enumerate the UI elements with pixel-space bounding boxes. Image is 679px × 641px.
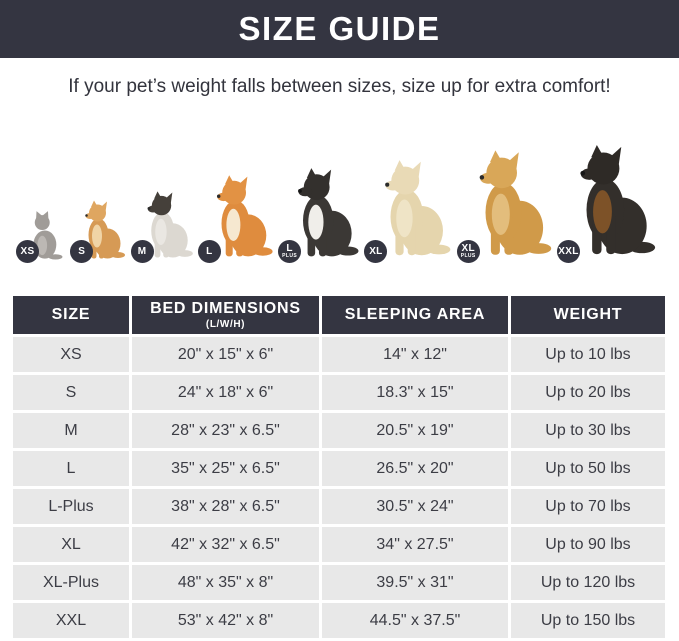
pet-lplus-border-collie — [284, 162, 360, 264]
badge-label: XL — [369, 245, 383, 257]
cell-bed: 38" x 28" x 6.5" — [132, 489, 319, 524]
badge-label: L — [286, 242, 293, 254]
cell-bed: 28" x 23" x 6.5" — [132, 413, 319, 448]
cell-area: 14" x 12" — [322, 337, 508, 372]
cell-bed: 53" x 42" x 8" — [132, 603, 319, 638]
cell-area: 39.5" x 31" — [322, 565, 508, 600]
pet-l-shiba-inu — [204, 169, 274, 264]
column-header-weight — [511, 296, 665, 334]
cell-area: 18.3" x 15" — [322, 375, 508, 410]
header-sublabel: (L/W/H) — [205, 319, 246, 330]
size-badge-m — [131, 240, 154, 263]
cell-size: M — [13, 413, 129, 448]
size-badge-xxl — [557, 240, 580, 263]
cell-weight: Up to 70 lbs — [511, 489, 665, 524]
cell-size: S — [13, 375, 129, 410]
cell-area: 44.5" x 37.5" — [322, 603, 508, 638]
header-banner — [0, 0, 679, 58]
cell-area: 20.5" x 19" — [322, 413, 508, 448]
cell-weight: Up to 20 lbs — [511, 375, 665, 410]
cell-area: 34" x 27.5" — [322, 527, 508, 562]
page-title: SIZE GUIDE — [238, 10, 441, 47]
size-badge-l — [198, 240, 221, 263]
header-label: WEIGHT — [553, 306, 623, 323]
cell-size: XXL — [13, 603, 129, 638]
header-label: SLEEPING AREA — [344, 306, 486, 323]
size-table — [13, 296, 665, 638]
cell-weight: Up to 90 lbs — [511, 527, 665, 562]
cell-weight: Up to 120 lbs — [511, 565, 665, 600]
cell-size: XS — [13, 337, 129, 372]
cell-weight: Up to 150 lbs — [511, 603, 665, 638]
column-header-sleeping-area — [322, 296, 508, 334]
pet-size-row — [0, 106, 679, 270]
cell-bed: 24" x 18" x 6" — [132, 375, 319, 410]
pet-m-french-bulldog — [137, 186, 194, 264]
cell-size: L — [13, 451, 129, 486]
cell-bed: 42" x 32" x 6.5" — [132, 527, 319, 562]
badge-sublabel: PLUS — [460, 252, 476, 259]
cell-bed: 48" x 35" x 8" — [132, 565, 319, 600]
cell-area: 26.5" x 20" — [322, 451, 508, 486]
subtitle-text: If your pet’s weight falls between sizes, size up for extra comfort! — [68, 76, 611, 97]
pet-xl-labrador — [370, 153, 452, 264]
badge-label: XS — [20, 245, 35, 257]
pet-xxl-doberman — [558, 137, 657, 264]
size-badge-xl-plus — [457, 240, 480, 263]
subtitle-wrap — [0, 58, 679, 98]
cell-size: L-Plus — [13, 489, 129, 524]
cell-weight: Up to 50 lbs — [511, 451, 665, 486]
badge-label: XL — [461, 242, 475, 254]
pet-xs-cat — [22, 204, 66, 264]
size-badge-l-plus — [278, 240, 301, 263]
column-header-bed-dimensions — [132, 296, 319, 334]
badge-label: S — [78, 245, 86, 257]
cell-size: XL-Plus — [13, 565, 129, 600]
column-header-size — [13, 296, 129, 334]
cell-bed: 20" x 15" x 6" — [132, 337, 319, 372]
header-label: SIZE — [51, 306, 91, 323]
header-label: BED DIMENSIONS — [150, 300, 301, 317]
pet-s-pomeranian — [76, 196, 126, 264]
badge-label: L — [206, 245, 213, 257]
cell-area: 30.5" x 24" — [322, 489, 508, 524]
cell-weight: Up to 10 lbs — [511, 337, 665, 372]
size-badge-xs — [16, 240, 39, 263]
badge-label: M — [137, 245, 147, 257]
badge-sublabel: PLUS — [282, 252, 298, 259]
cell-weight: Up to 30 lbs — [511, 413, 665, 448]
cell-size: XL — [13, 527, 129, 562]
cell-bed: 35" x 25" x 6.5" — [132, 451, 319, 486]
pet-xlplus-golden-retriever — [460, 143, 553, 264]
badge-label: XXL — [558, 245, 579, 257]
